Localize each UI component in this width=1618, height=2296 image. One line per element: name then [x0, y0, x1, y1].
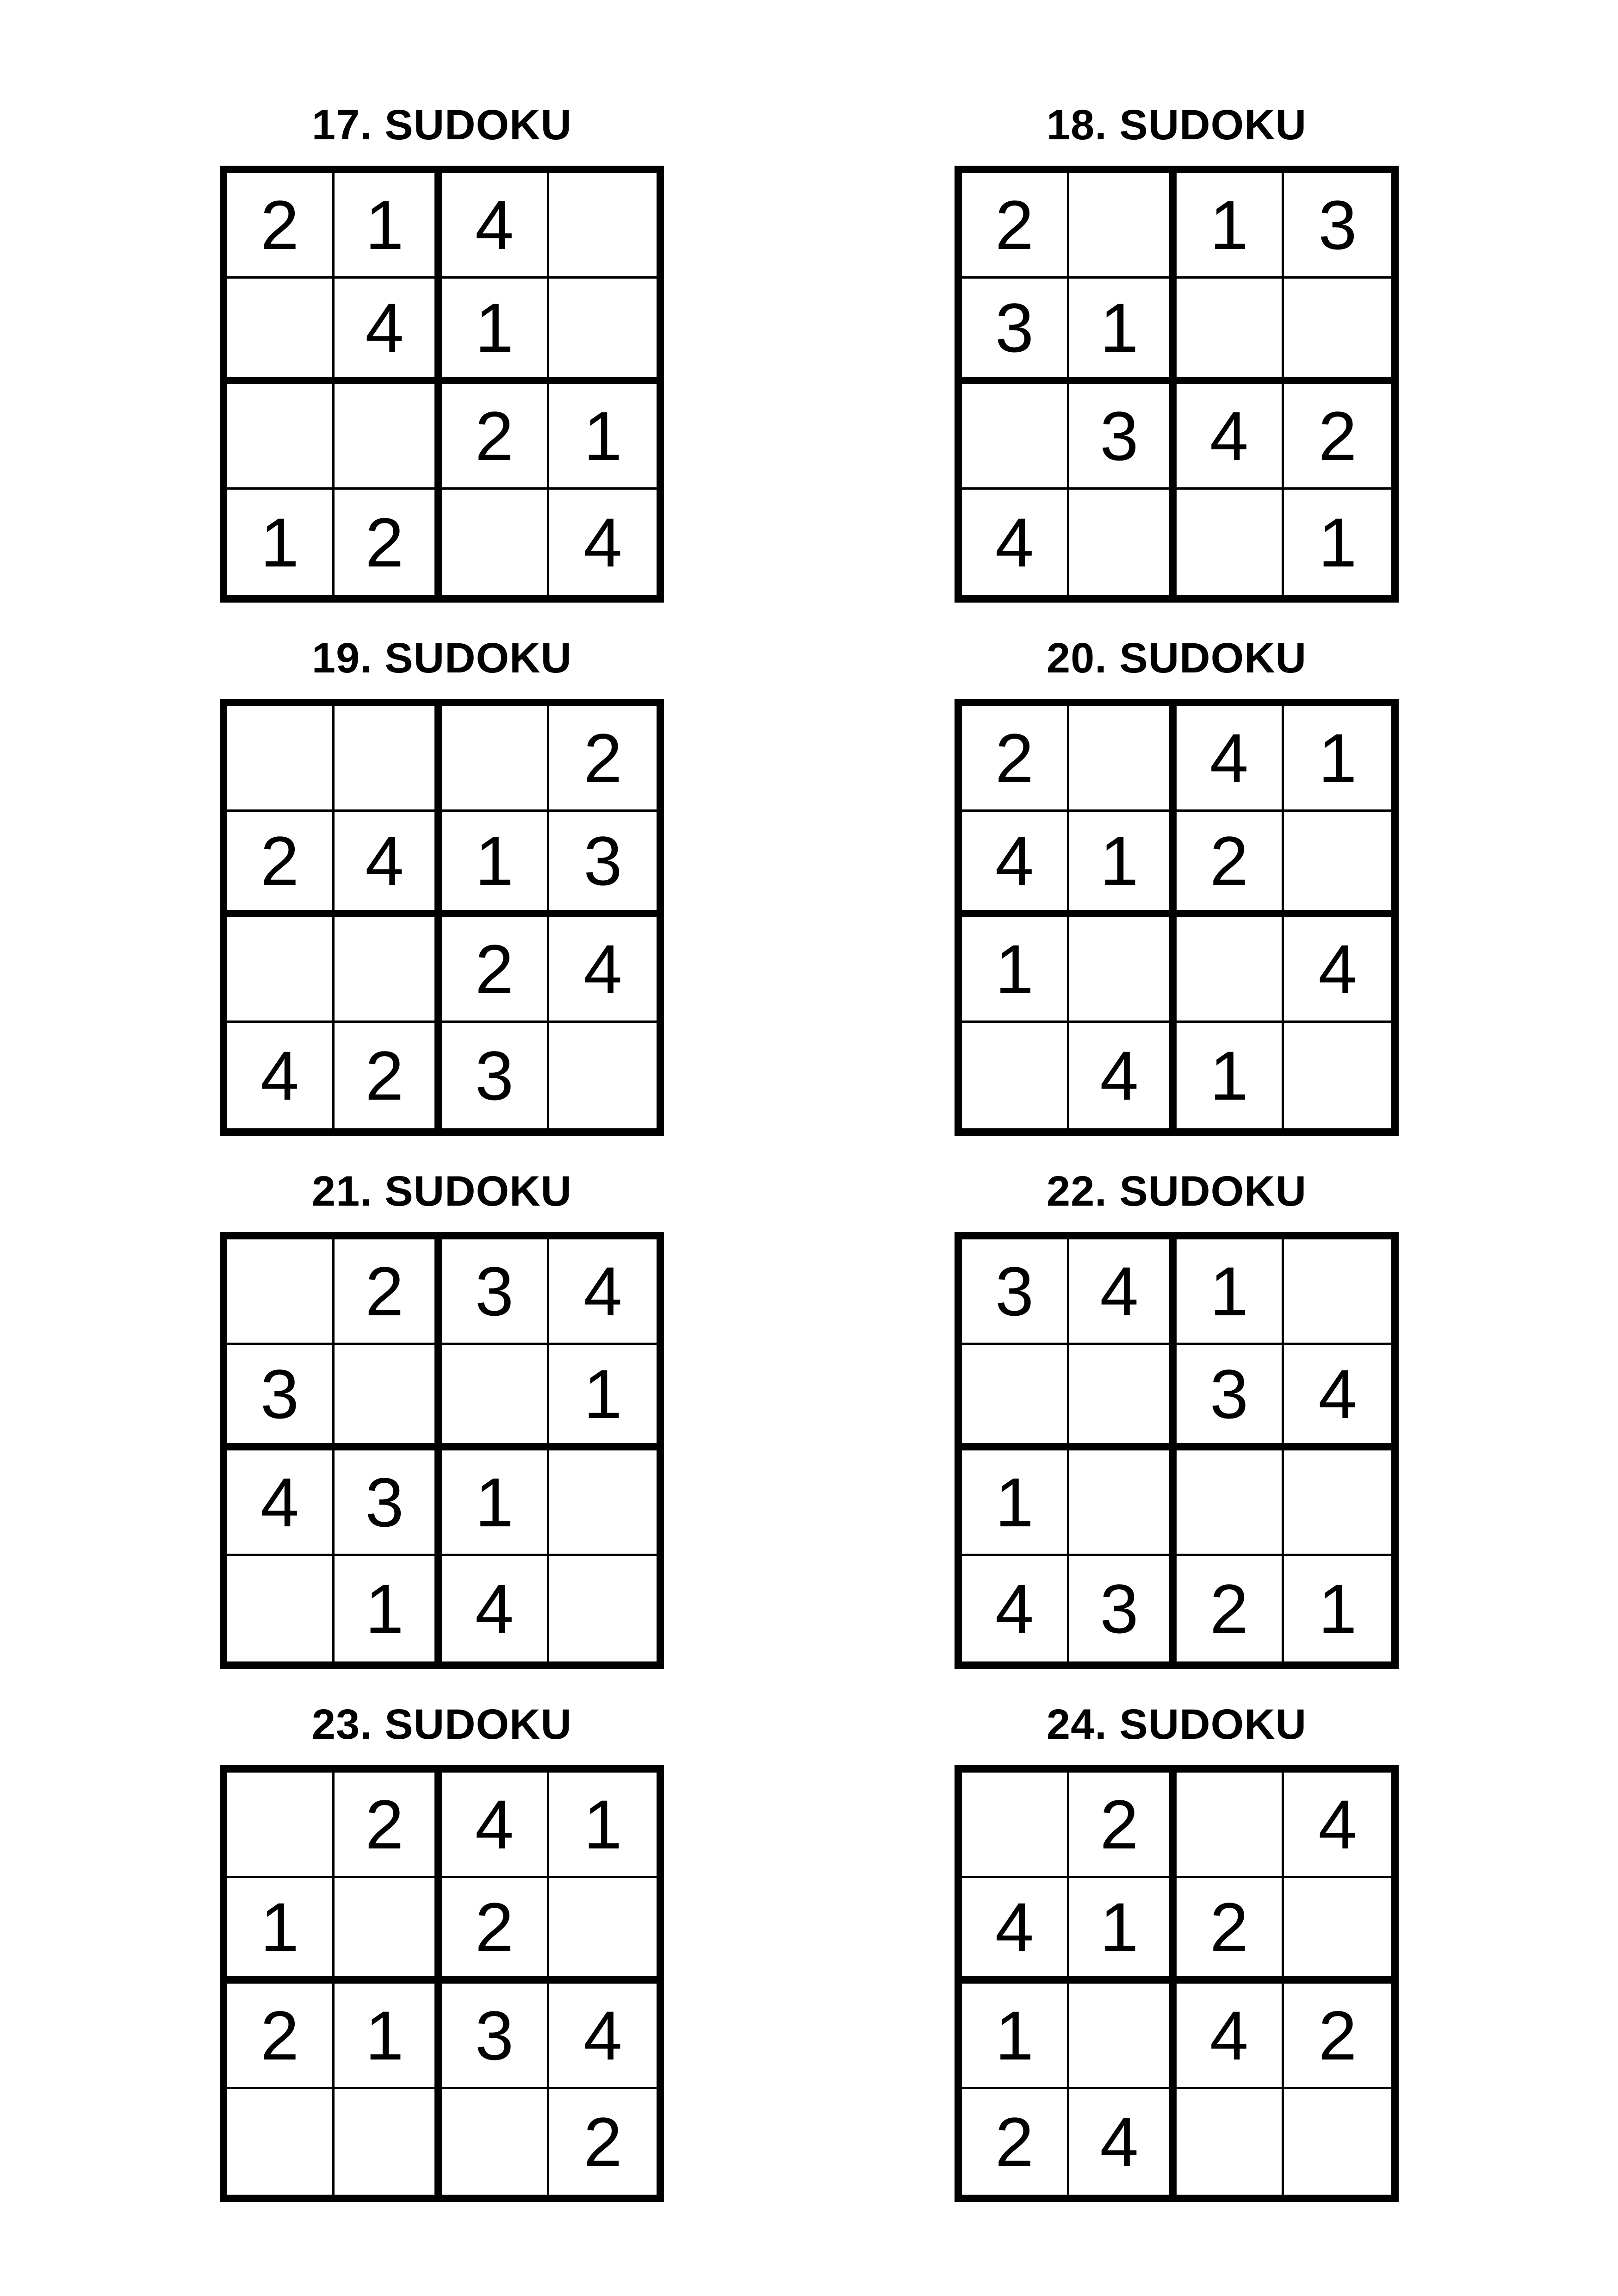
sudoku-cell: 1	[1318, 504, 1357, 581]
sudoku-cell: 2	[1177, 1556, 1284, 1661]
sudoku-cell	[227, 384, 335, 490]
sudoku-cell	[442, 706, 549, 812]
sudoku-cell	[1284, 1239, 1391, 1345]
sudoku-cell: 3	[442, 1239, 549, 1345]
sudoku-cell: 1	[227, 1878, 335, 1984]
sudoku-cell	[1284, 1878, 1391, 1984]
sudoku-cell: 3	[442, 1023, 549, 1128]
sudoku-cell: 2	[335, 1023, 442, 1128]
sudoku-cell	[227, 2089, 335, 2195]
sudoku-cell: 3	[962, 1239, 1069, 1345]
sudoku-cell: 1	[1177, 1239, 1284, 1345]
sudoku-cell	[335, 384, 442, 490]
sudoku-cell	[227, 706, 335, 812]
sudoku-cell: 2	[1069, 1773, 1177, 1878]
sudoku-cell: 2	[1177, 1878, 1284, 1984]
sudoku-cell: 4	[1177, 384, 1284, 490]
sudoku-cell: 2	[962, 173, 1069, 279]
sudoku-cell	[335, 1345, 442, 1450]
sudoku-cell	[335, 706, 442, 812]
sudoku-grid	[955, 699, 1399, 1136]
sudoku-cell	[1177, 1773, 1284, 1878]
sudoku-cell	[549, 1556, 657, 1661]
sudoku-cell: 4	[962, 1878, 1069, 1984]
sudoku-cell	[1177, 279, 1284, 384]
sudoku-cell: 4	[442, 173, 549, 279]
sudoku-cell: 1	[1177, 173, 1284, 279]
sudoku-cell	[1069, 1984, 1177, 2089]
sudoku-cell: 2	[1177, 812, 1284, 917]
sudoku-cell	[549, 279, 657, 384]
sudoku-cell: 2	[962, 2089, 1069, 2195]
sudoku-cell	[962, 1023, 1069, 1128]
sudoku-cell	[549, 1023, 657, 1128]
sudoku-cell	[227, 917, 335, 1023]
sudoku-cell	[335, 2089, 442, 2195]
puzzle-title: 19. SUDOKU	[311, 635, 572, 682]
sudoku-cell: 2	[1284, 384, 1391, 490]
sudoku-cell: 1	[442, 279, 549, 384]
sudoku-cell: 4	[227, 1023, 335, 1128]
sudoku-cell	[335, 1878, 442, 1984]
sudoku-cell	[1284, 1023, 1391, 1128]
sudoku-cell	[1069, 1345, 1177, 1450]
sudoku-cell: 1	[1069, 812, 1177, 917]
sudoku-cell	[442, 2089, 549, 2195]
sudoku-grid	[220, 1765, 664, 2202]
sudoku-cell: 3	[1069, 1556, 1177, 1661]
puzzle-title: 17. SUDOKU	[311, 101, 572, 149]
puzzle-title: 24. SUDOKU	[1046, 1701, 1307, 1748]
sudoku-cell	[227, 1239, 335, 1345]
sudoku-cell: 4	[583, 504, 622, 581]
sudoku-cell: 4	[549, 1239, 657, 1345]
sudoku-cell	[1177, 490, 1284, 595]
sudoku-grid	[955, 1765, 1399, 2202]
sudoku-cell: 4	[549, 917, 657, 1023]
sudoku-cell	[1284, 1450, 1391, 1556]
sudoku-cell: 1	[227, 490, 335, 595]
sudoku-cell: 2	[227, 812, 335, 917]
sudoku-cell: 3	[442, 1984, 549, 2089]
sudoku-cell: 1	[549, 384, 657, 490]
sudoku-cell	[1069, 1450, 1177, 1556]
sudoku-cell	[1177, 1450, 1284, 1556]
sudoku-cell: 2	[1284, 1984, 1391, 2089]
sudoku-cell: 1	[1177, 1023, 1284, 1128]
sudoku-cell: 3	[962, 279, 1069, 384]
sudoku-grid	[220, 1232, 664, 1669]
sudoku-cell	[1284, 2089, 1391, 2195]
sudoku-cell	[1177, 2089, 1284, 2195]
sudoku-cell: 1	[1284, 706, 1391, 812]
sudoku-cell: 4	[1069, 1023, 1177, 1128]
sudoku-cell: 3	[1284, 173, 1391, 279]
sudoku-cell	[442, 1345, 549, 1450]
sudoku-cell: 3	[1069, 384, 1177, 490]
sudoku-cell: 2	[335, 1239, 442, 1345]
sudoku-cell: 2	[442, 917, 549, 1023]
sudoku-cell	[227, 279, 335, 384]
sudoku-cell	[549, 173, 657, 279]
sudoku-cell: 4	[962, 812, 1069, 917]
sudoku-cell: 1	[1318, 1570, 1357, 1648]
sudoku-grid	[220, 166, 664, 603]
sudoku-cell: 2	[583, 2103, 622, 2181]
sudoku-cell: 1	[335, 173, 442, 279]
sudoku-cell	[962, 1345, 1069, 1450]
sudoku-cell: 4	[335, 812, 442, 917]
sudoku-cell	[227, 1773, 335, 1878]
sudoku-cell: 1	[335, 1984, 442, 2089]
sudoku-cell	[549, 1878, 657, 1984]
sudoku-cell: 2	[962, 706, 1069, 812]
sudoku-cell: 4	[1177, 706, 1284, 812]
sudoku-cell: 4	[1284, 917, 1391, 1023]
sudoku-cell: 1	[962, 1984, 1069, 2089]
sudoku-cell: 3	[549, 812, 657, 917]
sudoku-cell	[1069, 917, 1177, 1023]
puzzle-title: 23. SUDOKU	[311, 1701, 572, 1748]
sudoku-cell	[549, 1450, 657, 1556]
sudoku-cell: 1	[549, 1345, 657, 1450]
sudoku-cell: 1	[962, 1450, 1069, 1556]
puzzle-title: 20. SUDOKU	[1046, 635, 1307, 682]
sudoku-cell: 4	[1284, 1345, 1391, 1450]
sudoku-cell: 1	[335, 1556, 442, 1661]
sudoku-cell: 1	[442, 1450, 549, 1556]
puzzle-title: 18. SUDOKU	[1046, 101, 1307, 149]
sudoku-cell	[962, 1773, 1069, 1878]
sudoku-cell: 4	[1069, 1239, 1177, 1345]
sudoku-cell: 3	[1177, 1345, 1284, 1450]
sudoku-cell: 2	[335, 1773, 442, 1878]
sudoku-cell: 1	[549, 1773, 657, 1878]
sudoku-cell: 1	[442, 812, 549, 917]
sudoku-cell: 4	[1177, 1984, 1284, 2089]
sudoku-cell: 2	[442, 384, 549, 490]
sudoku-cell: 2	[227, 173, 335, 279]
sudoku-cell: 4	[1284, 1773, 1391, 1878]
sudoku-cell	[442, 490, 549, 595]
sudoku-cell: 4	[962, 1556, 1069, 1661]
sudoku-cell: 4	[962, 490, 1069, 595]
puzzle-title: 22. SUDOKU	[1046, 1168, 1307, 1215]
sudoku-grid	[955, 166, 1399, 603]
sudoku-cell: 3	[227, 1345, 335, 1450]
sudoku-cell	[1069, 173, 1177, 279]
sudoku-cell: 4	[1069, 2089, 1177, 2195]
sudoku-cell	[962, 384, 1069, 490]
puzzle-title: 21. SUDOKU	[311, 1168, 572, 1215]
sudoku-cell: 4	[549, 1984, 657, 2089]
sudoku-cell	[1177, 917, 1284, 1023]
sudoku-cell: 2	[335, 490, 442, 595]
sudoku-cell	[1284, 812, 1391, 917]
sudoku-cell	[227, 1556, 335, 1661]
sudoku-grid	[220, 699, 664, 1136]
sudoku-grid	[955, 1232, 1399, 1669]
sudoku-cell: 1	[1069, 279, 1177, 384]
sudoku-cell: 4	[442, 1556, 549, 1661]
sudoku-cell: 1	[1069, 1878, 1177, 1984]
sudoku-cell	[1284, 279, 1391, 384]
sudoku-cell: 2	[442, 1878, 549, 1984]
sudoku-cell	[1069, 706, 1177, 812]
sudoku-cell: 3	[335, 1450, 442, 1556]
sudoku-cell	[1069, 490, 1177, 595]
sudoku-cell: 2	[549, 706, 657, 812]
sudoku-cell	[335, 917, 442, 1023]
sudoku-cell: 4	[227, 1450, 335, 1556]
sudoku-cell: 4	[335, 279, 442, 384]
sudoku-cell: 2	[227, 1984, 335, 2089]
sudoku-cell: 1	[962, 917, 1069, 1023]
sudoku-cell: 4	[442, 1773, 549, 1878]
